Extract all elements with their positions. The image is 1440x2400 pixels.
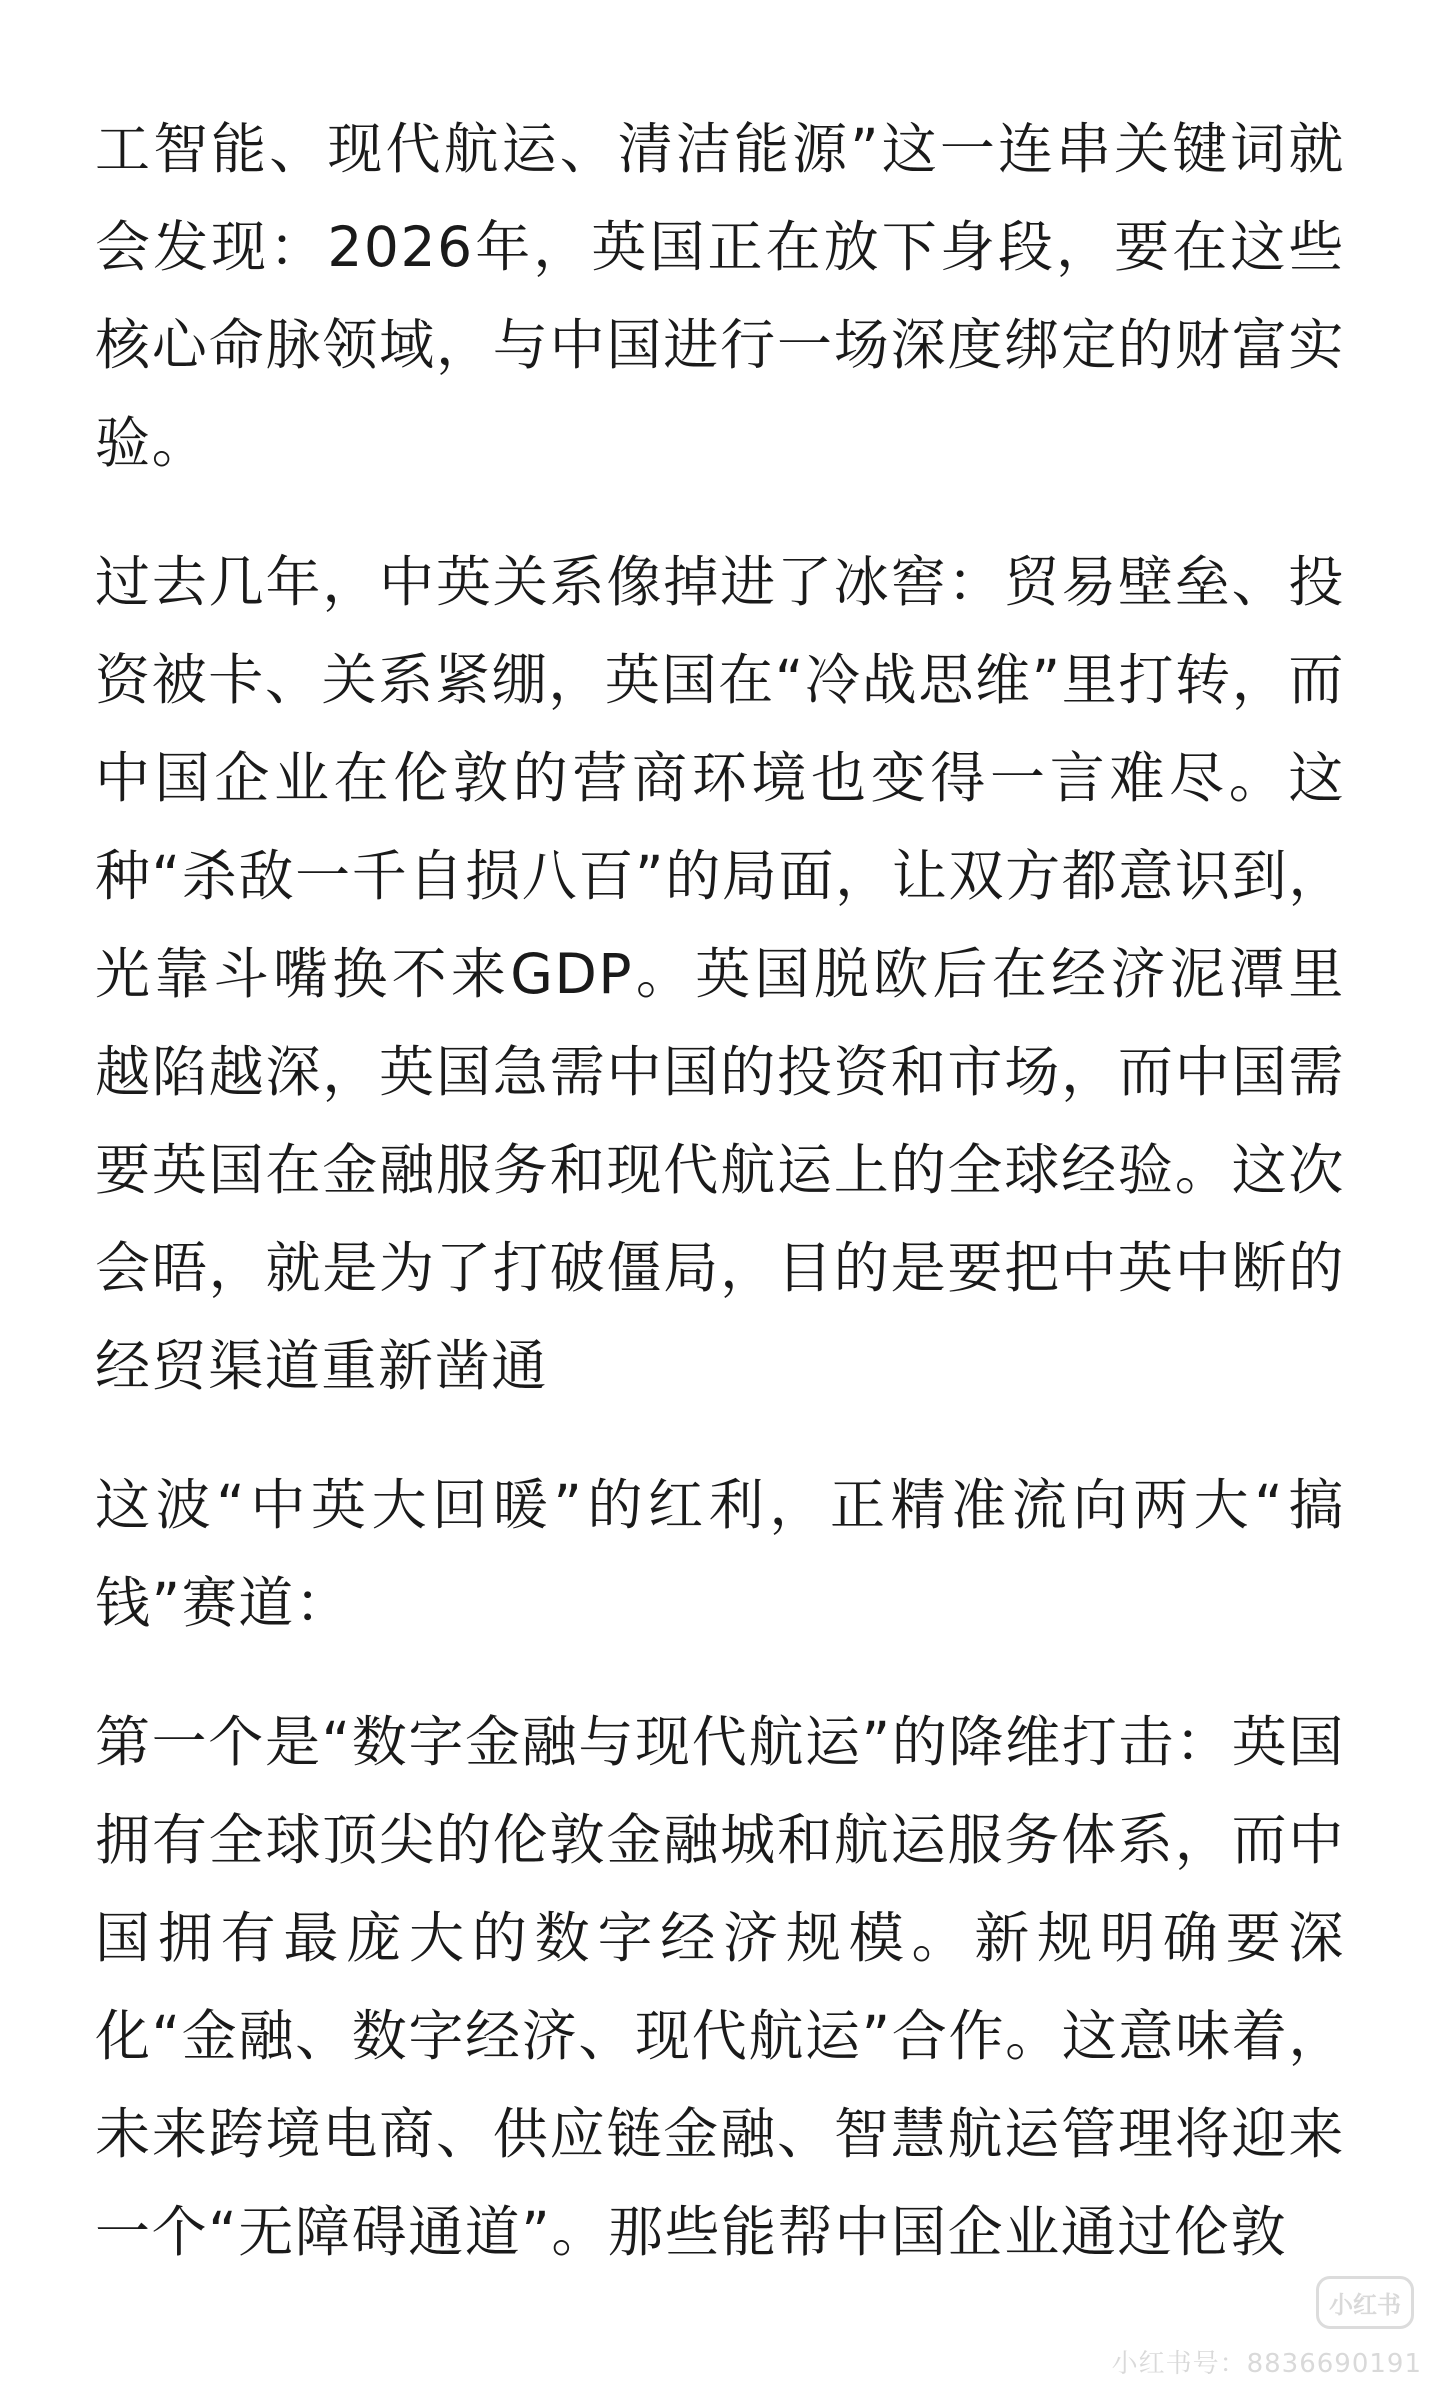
article-body (95, 100, 1345, 2281)
xiaohongshu-watermark (1112, 2276, 1422, 2380)
paragraph-intro: 工智能、现代航运、清洁能源”这一连串关键词就会发现：2026年，英国正在放下身段，要在这些核心命脉领域，与中国进行一场深度绑定的财富实验。 (95, 117, 1345, 475)
paragraph-first-track: 第一个是“数字金融与现代航运”的降维打击：英国拥有全球顶尖的伦敦金融城和航运服务体系，而中国拥有最庞大的数字经济规模。新规明确要深化“金融、数字经济、现代航运”合作。这意味着，未来跨境电商、供应链金融、智慧航运管理将迎来一个“无障碍通道”。那些能帮中国企业通过伦敦 (95, 1710, 1345, 2264)
watermark-user-id: 小红书号：8836690191 (1111, 2349, 1422, 2379)
xiaohongshu-logo-icon: 小红书 (1316, 2276, 1414, 2329)
paragraph-dividend: 这波“中英大回暖”的红利，正精准流向两大“搞钱”赛道： (95, 1473, 1345, 1635)
paragraph-background: 过去几年，中英关系像掉进了冰窖：贸易壁垒、投资被卡、关系紧绷，英国在“冷战思维”里打转，而中国企业在伦敦的营商环境也变得一言难尽。这种“杀敌一千自损八百”的局面，让双方都意识到，光靠斗嘴换不来GDP。英国脱欧后在经济泥潭里越陷越深，英国急需中国的投资和市场，而中国需要英国在金融服务和现代航运上的全球经验。这次会晤，就是为了打破僵局，目的是要把中英中断的经贸渠道重新凿通 (95, 550, 1345, 1398)
